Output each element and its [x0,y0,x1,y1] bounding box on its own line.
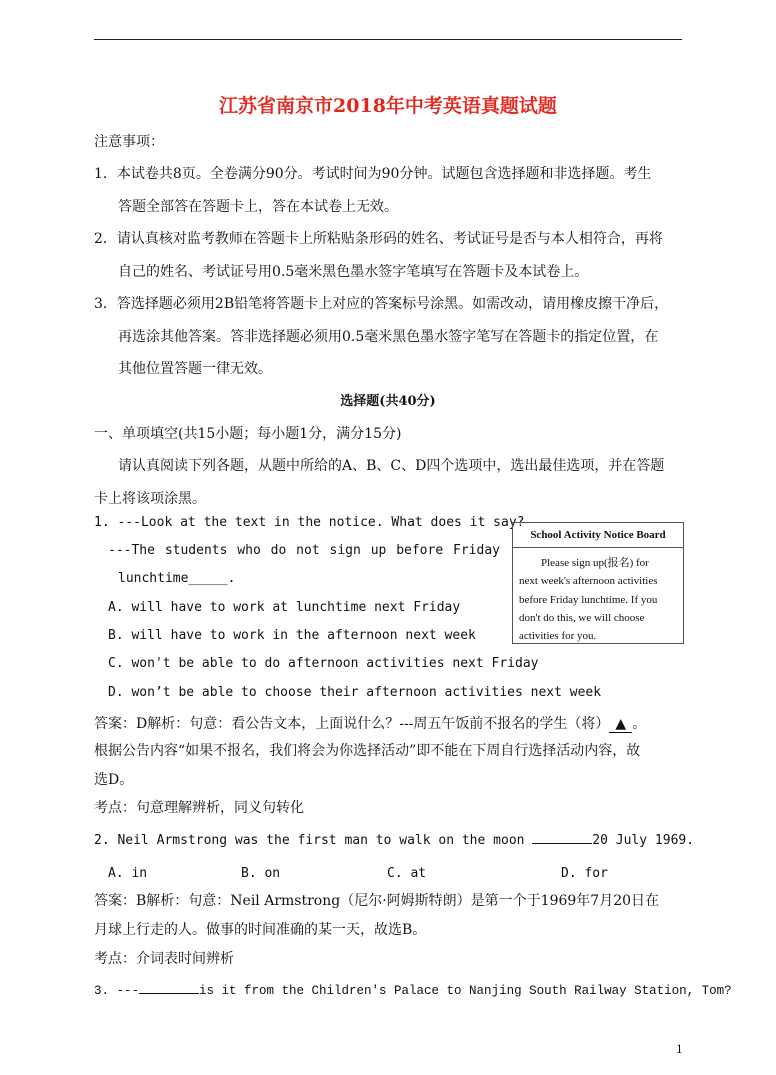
notes-heading: 注意事项： [94,134,164,150]
notice-board [512,522,684,644]
note-3-line-2: 再选涂其他答案。答非选择题必须用0.5毫米黑色墨水签字笔写在答题卡的指定位置，在 [118,329,659,345]
q2-answer-line-1: 答案：B解析：句意：Neil Armstrong（尼尔·阿姆斯特朗）是第一个于1969年7月20日在 [94,893,660,909]
q2-stem [94,833,694,848]
instructions-line-1: 请认真阅读下列各题，从题中所给的A、B、C、D四个选项中，选出最佳选项，并在答题 [118,458,665,474]
notice-line-1: Please sign up(报名) for [541,557,649,569]
q2-option-a: A. in [108,866,148,881]
answer-blank-mark: ▲ [609,716,632,733]
document-title: 江苏省南京市2018年中考英语真题试题 [219,95,557,117]
notice-line-2: next week's afternoon activities [519,575,658,588]
notice-line-4: don't do this, we will choose [519,611,645,624]
q2-stem-start: 2. Neil Armstrong was the first man to walk on the moon [94,833,533,848]
q1-stem-line-2: ---The students who do not sign up before Friday [108,543,500,558]
notice-line-3: before Friday lunchtime. If you [519,593,658,606]
q1-option-a: A. will have to work at lunchtime next Friday [108,600,461,615]
q2-answer-line-2: 月球上行走的人。做事的时间准确的某一天，故选B。 [94,922,427,938]
note-3-line-1: 3．答选择题必须用2B铅笔将答题卡上对应的答案标号涂黑。如需改动，请用橡皮擦干净后， [94,296,669,312]
q1-answer-line-2: 根据公告内容“如果不报名，我们将会为你选择活动”即不能在下周自行选择活动内容，故 [94,743,641,759]
note-2-line-2: 自己的姓名、考试证号用0.5毫米黑色墨水签字笔填写在答题卡及本试卷上。 [118,264,589,280]
instructions-line-2: 卡上将该项涂黑。 [94,491,206,507]
q1-option-b: B. will have to work in the afternoon next week [108,628,476,643]
q2-blank [532,843,592,844]
q1-answer-end: 。 [632,716,647,732]
notice-line-5: activities for you. [519,630,597,643]
notice-board-title: School Activity Notice Board [513,523,683,548]
q3-stem-end: is it from the Children's Palace to Nanjing South Railway Station, Tom? [199,984,732,998]
q3-stem [94,984,732,998]
q2-option-c: C. at [387,866,427,881]
note-3-line-3: 其他位置答题一律无效。 [118,361,272,377]
notice-board-body [513,548,683,645]
q1-option-d: D. won’t be able to choose their afternoon activities next week [108,685,602,700]
q1-stem-line-1: 1. ---Look at the text in the notice. What does it say? [94,515,525,530]
page-number: 1 [676,1043,683,1056]
q2-option-d: D. for [561,866,608,881]
q1-stem-line-3: lunchtime_____. [118,571,236,586]
q1-key-point: 考点：句意理解辨析，同义句转化 [94,800,304,816]
q3-blank [139,993,199,994]
q2-option-b: B. on [241,866,281,881]
part-1-heading: 一、单项填空(共15小题；每小题1分，满分15分) [94,426,402,442]
note-1-line-2: 答题全部答在答题卡上，答在本试卷上无效。 [118,199,398,215]
q1-answer-line-1 [94,713,646,733]
q1-option-c: C. won't be able to do afternoon activities next Friday [108,656,539,671]
section-heading: 选择题(共40分) [340,394,436,409]
note-1-line-1: 1．本试卷共8页。全卷满分90分。考试时间为90分钟。试题包含选择题和非选择题。考生 [94,166,652,182]
q1-answer-line-3: 选D。 [94,772,134,788]
header-rule [94,39,682,40]
q3-stem-start: 3. --- [94,984,140,998]
q1-answer-text: 答案：D解析：句意：看公告文本，上面说什么？---周五午饭前不报名的学生（将） [94,716,610,732]
q2-key-point: 考点：介词表时间辨析 [94,951,234,967]
q2-stem-end: 20 July 1969. [592,833,695,848]
note-2-line-1: 2．请认真核对监考教师在答题卡上所粘贴条形码的姓名、考试证号是否与本人相符合，再将 [94,231,663,247]
